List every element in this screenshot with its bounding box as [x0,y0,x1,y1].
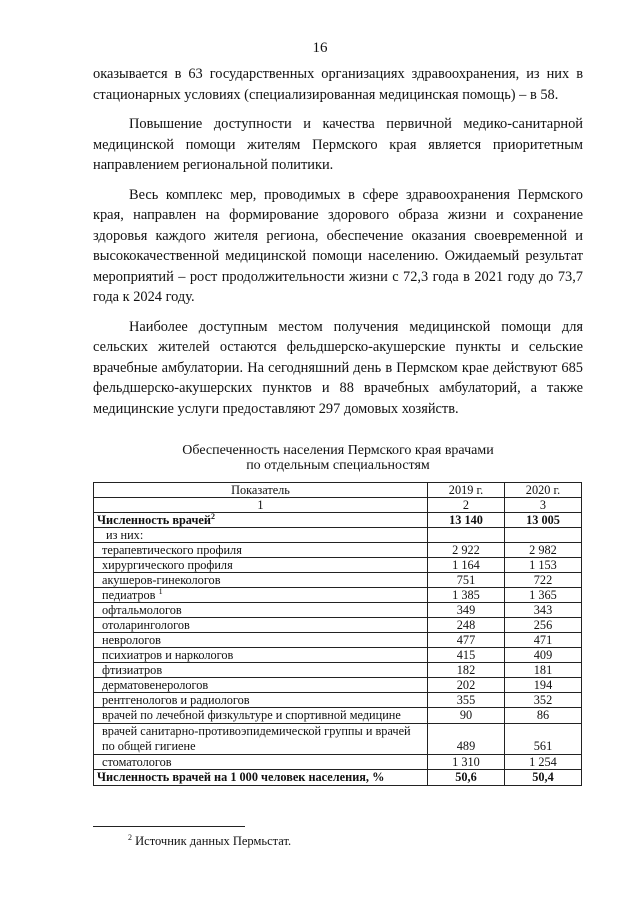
total-doctors-label-text: Численность врачей [97,513,211,527]
header-2020: 2020 г. [505,483,582,498]
row-label: фтизиатров [94,663,428,678]
table-row [94,724,582,755]
row-2020: 471 [505,633,582,648]
row-label: акушеров-гинекологов [94,573,428,588]
paragraph-4: Наиболее доступным местом получения медицинской помощи для сельских жителей остаются фельдшерско-акушерские пункты и сельские врачебные амбулатории. На сегодняшний день в Пермском крае действуют 685 фельдшерско-акушерских пунктов и 88 врачебных амбулаторий, а также медицинские услуги предоставляют 297 домовых хозяйств. [93,318,583,417]
table-row [94,755,582,770]
row-2019: 1 164 [428,558,505,573]
total-doctors-label [94,513,428,528]
row-2019: 2 922 [428,543,505,558]
col-number-1: 1 [94,498,428,513]
table-row [94,663,582,678]
row-2020: 1 365 [505,588,582,603]
row-2020: 561 [505,724,582,755]
table-row [94,543,582,558]
table-row [94,678,582,693]
header-2019: 2019 г. [428,483,505,498]
row-label: офтальмологов [94,603,428,618]
col-number-3: 3 [505,498,582,513]
table-row [94,648,582,663]
row-2019: 202 [428,678,505,693]
row-2020: 181 [505,663,582,678]
table-title [93,443,583,473]
of-them-row [94,528,582,543]
row-label: стоматологов [94,755,428,770]
paragraph-1: оказывается в 63 государственных организациях здравоохранения, из них в стационарных условиях (специализированная медицинская помощь) – в 58. [93,66,583,103]
row-2020: 1 254 [505,755,582,770]
per-1000-label: Численность врачей на 1 000 человек населения, % [94,770,428,786]
paragraph-3: Весь комплекс мер, проводимых в сфере здравоохранения Пермского края, направлен на формирование здорового образа жизни и сохранение здоровья каждого жителя региона, обеспечение оказания своевременной и высококачественной медицинской помощи населению. Ожидаемый результат мероприятий – рост продолжительности жизни с 72,3 года в 2021 году до 73,7 года к 2024 году. [93,186,583,305]
footnote-text: Источник данных Пермьстат. [135,834,292,848]
row-2020: 2 982 [505,543,582,558]
row-label: хирургического профиля [94,558,428,573]
row-label: психиатров и наркологов [94,648,428,663]
row-label: отоларингологов [94,618,428,633]
page-number: 16 [312,40,328,56]
column-number-row [94,498,582,513]
row-label [94,588,428,603]
row-2019: 477 [428,633,505,648]
row-2020: 352 [505,693,582,708]
footnote-mark: 2 [128,832,132,842]
row-label: дерматовенерологов [94,678,428,693]
row-2020: 86 [505,708,582,724]
row-2020: 343 [505,603,582,618]
table-row [94,558,582,573]
total-doctors-row [94,513,582,528]
table-row [94,573,582,588]
table-row [94,633,582,648]
row-2019: 349 [428,603,505,618]
row-2020: 409 [505,648,582,663]
row-2020: 194 [505,678,582,693]
row-label-text: педиатров [102,588,156,602]
table-row [94,588,582,603]
per-1000-2020: 50,4 [505,770,582,786]
total-doctors-2020: 13 005 [505,513,582,528]
per-1000-row [94,770,582,786]
paragraph-2: Повышение доступности и качества первичной медико-санитарной медицинской помощи жителям Пермского края является приоритетным направлением региональной политики. [93,116,583,173]
footnote-ref: 1 [158,586,163,596]
row-2020: 722 [505,573,582,588]
row-label: рентгенологов и радиологов [94,693,428,708]
row-2020: 256 [505,618,582,633]
row-label: неврологов [94,633,428,648]
table-header-row [94,483,582,498]
table-row [94,708,582,724]
table-row [94,618,582,633]
footnote-divider [93,826,245,827]
row-2019: 248 [428,618,505,633]
row-2019: 355 [428,693,505,708]
empty-cell [428,528,505,543]
table-title-line-1: Обеспеченность населения Пермского края врачами [182,443,494,458]
row-2019: 415 [428,648,505,663]
body-text [93,64,583,419]
footnote-ref: 2 [210,511,215,521]
table-title-line-2: по отдельным специальностям [246,458,430,473]
doctors-table [93,482,582,786]
header-indicator: Показатель [94,483,428,498]
row-2019: 751 [428,573,505,588]
total-doctors-2019: 13 140 [428,513,505,528]
of-them-label: из них: [94,528,428,543]
row-2019: 1 310 [428,755,505,770]
empty-cell [505,528,582,543]
row-2019: 90 [428,708,505,724]
table-row [94,693,582,708]
row-label: врачей по лечебной физкультуре и спортивной медицине [94,708,428,724]
row-label: врачей санитарно-противоэпидемической группы и врачей по общей гигиене [94,724,428,755]
row-2019: 182 [428,663,505,678]
row-2019: 489 [428,724,505,755]
col-number-2: 2 [428,498,505,513]
row-2019: 1 385 [428,588,505,603]
row-label: терапевтического профиля [94,543,428,558]
table-row [94,603,582,618]
per-1000-2019: 50,6 [428,770,505,786]
row-2020: 1 153 [505,558,582,573]
footnote [128,834,291,849]
